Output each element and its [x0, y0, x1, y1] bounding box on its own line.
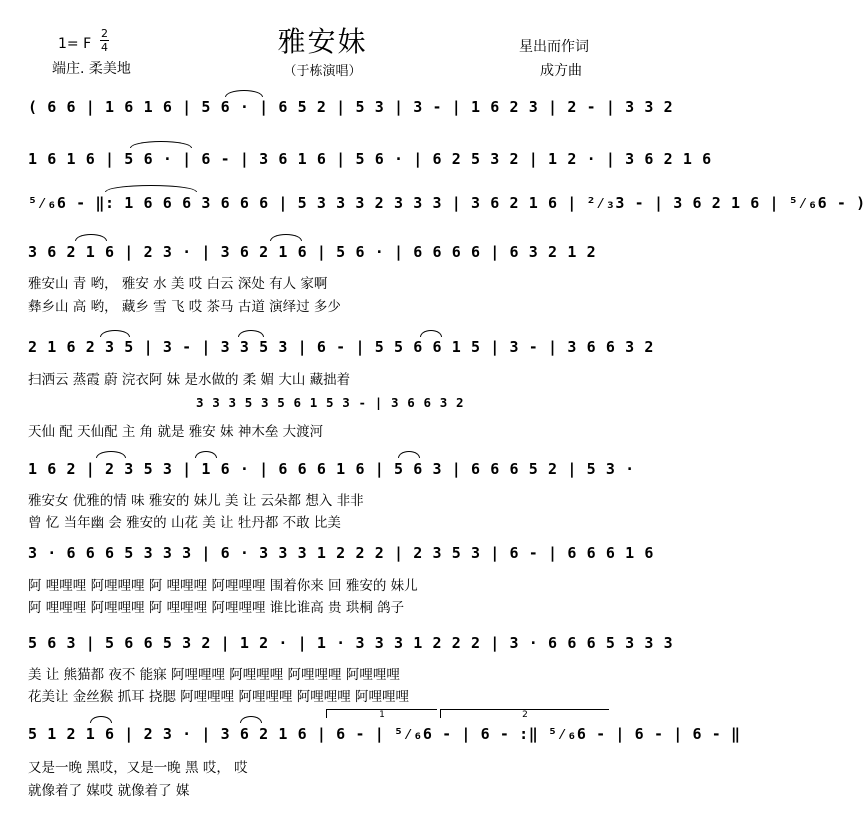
slur — [105, 185, 197, 192]
lyrics-row-6-verse-1: 雅安女 优雅的情 味 雅安的 妹儿 美 让 云朵都 想入 非非 — [28, 493, 364, 509]
notation-row-2: 1 6 1 6 | 5 6 · | 6 - | 3 6 1 6 | 5 6 · | 6 2 5 3 2 | 1 2 · | 3 6 2 1 6 — [28, 150, 712, 168]
lyrics-row-4-verse-1: 雅安山 青 哟， 雅安 水 美 哎 白云 深处 有人 家啊 — [28, 276, 328, 292]
volta-1-label: 1 — [379, 710, 385, 720]
time-signature-bottom: 4 — [101, 41, 108, 54]
slur — [75, 234, 107, 241]
expression-marking: 端庄. 柔美地 — [52, 61, 131, 77]
notation-row-1: ( 6 6 | 1 6 1 6 | 5 6 · | 6 5 2 | 5 3 | 3 - | 1 6 2 3 | 2 - | 3 3 2 — [28, 98, 674, 116]
notation-row-6: 1 6 2 | 2 3 5 3 | 1 6 · | 6 6 6 1 6 | 5 6 3 | 6 6 6 5 2 | 5 3 · — [28, 460, 635, 478]
slur — [270, 234, 302, 241]
lyrics-row-7-verse-2: 阿 哩哩哩 阿哩哩哩 阿 哩哩哩 阿哩哩哩 谁比谁高 贵 珙桐 鸽子 — [28, 600, 405, 616]
notation-row-5b: 3 3 3 5 3 5 6 1 5 3 - | 3 6 6 3 2 — [196, 395, 465, 410]
slur — [90, 716, 112, 723]
page-title: 雅安妹 — [277, 25, 368, 58]
lyrics-row-9-verse-2: 就像着了 媒哎 就像着了 媒 — [28, 783, 190, 799]
lyrics-row-5-verse-1: 扫洒云 蒸霞 蔚 浣衣阿 妹 是水做的 柔 媚 大山 藏拙着 — [28, 372, 351, 388]
slur — [96, 451, 126, 458]
slur — [100, 330, 130, 337]
slur — [398, 451, 420, 458]
slur — [238, 330, 264, 337]
lyrics-row-5b: 天仙 配 天仙配 主 角 就是 雅安 妹 神木垒 大渡河 — [28, 424, 324, 440]
notation-row-4: 3 6 2 1 6 | 2 3 · | 3 6 2 1 6 | 5 6 · | 6 6 6 6 | 6 3 2 1 2 — [28, 243, 597, 261]
lyricist-credit: 星出而作词 — [519, 39, 589, 55]
time-signature-top: 2 — [101, 27, 108, 40]
notation-row-7: 3 · 6 6 6 5 3 3 3 | 6 · 3 3 3 1 2 2 2 | 2 3 5 3 | 6 - | 6 6 6 1 6 — [28, 544, 654, 562]
lyrics-row-7-verse-1: 阿 哩哩哩 阿哩哩哩 阿 哩哩哩 阿哩哩哩 围着你来 回 雅安的 妹儿 — [28, 578, 418, 594]
slur — [225, 90, 263, 97]
notation-row-9: 5 1 2 1 6 | 2 3 · | 3 6 2 1 6 | 6 - | ⁵⁄₆6 - | 6 - :‖ ⁵⁄₆6 - | 6 - | 6 - ‖ — [28, 725, 741, 743]
notation-row-3: ⁵⁄₆6 - ‖: 1 6 6 6 3 6 6 6 | 5 3 3 3 2 3 3 3 | 3 6 2 1 6 | ²⁄₃3 - | 3 6 2 1 6 | ⁵⁄₆6 - ) — [28, 194, 866, 212]
slur — [130, 141, 192, 148]
key-signature: 1= F — [58, 36, 92, 52]
slur — [240, 716, 262, 723]
notation-row-5: 2 1 6 2 3 5 | 3 - | 3 3 5 3 | 6 - | 5 5 6 6 1 5 | 3 - | 3 6 6 3 2 — [28, 338, 654, 356]
lyrics-row-8-verse-1: 美 让 熊猫都 夜不 能寐 阿哩哩哩 阿哩哩哩 阿哩哩哩 阿哩哩哩 — [28, 667, 400, 683]
slur — [420, 330, 442, 337]
lyrics-row-8-verse-2: 花美让 金丝猴 抓耳 挠腮 阿哩哩哩 阿哩哩哩 阿哩哩哩 阿哩哩哩 — [28, 689, 410, 705]
lyrics-row-6-verse-2: 曾 忆 当年幽 会 雅安的 山花 美 让 牡丹都 不敢 比美 — [28, 515, 341, 531]
volta-bracket-2 — [440, 709, 609, 718]
singer-credit: （于栋演唱） — [283, 64, 362, 79]
notation-row-8: 5 6 3 | 5 6 6 5 3 2 | 1 2 · | 1 · 3 3 3 1 2 2 2 | 3 · 6 6 6 5 3 3 3 — [28, 634, 674, 652]
slur — [195, 451, 217, 458]
lyrics-row-9-verse-1: 又是一晚 黑哎，又是一晚 黑 哎， 哎 — [28, 760, 248, 776]
time-signature — [100, 28, 109, 53]
volta-2-label: 2 — [522, 710, 528, 720]
composer-credit: 成方曲 — [540, 63, 582, 79]
lyrics-row-4-verse-2: 彝乡山 高 哟， 藏乡 雪 飞 哎 茶马 古道 演绎过 多少 — [28, 299, 341, 315]
volta-bracket-1 — [326, 709, 437, 718]
